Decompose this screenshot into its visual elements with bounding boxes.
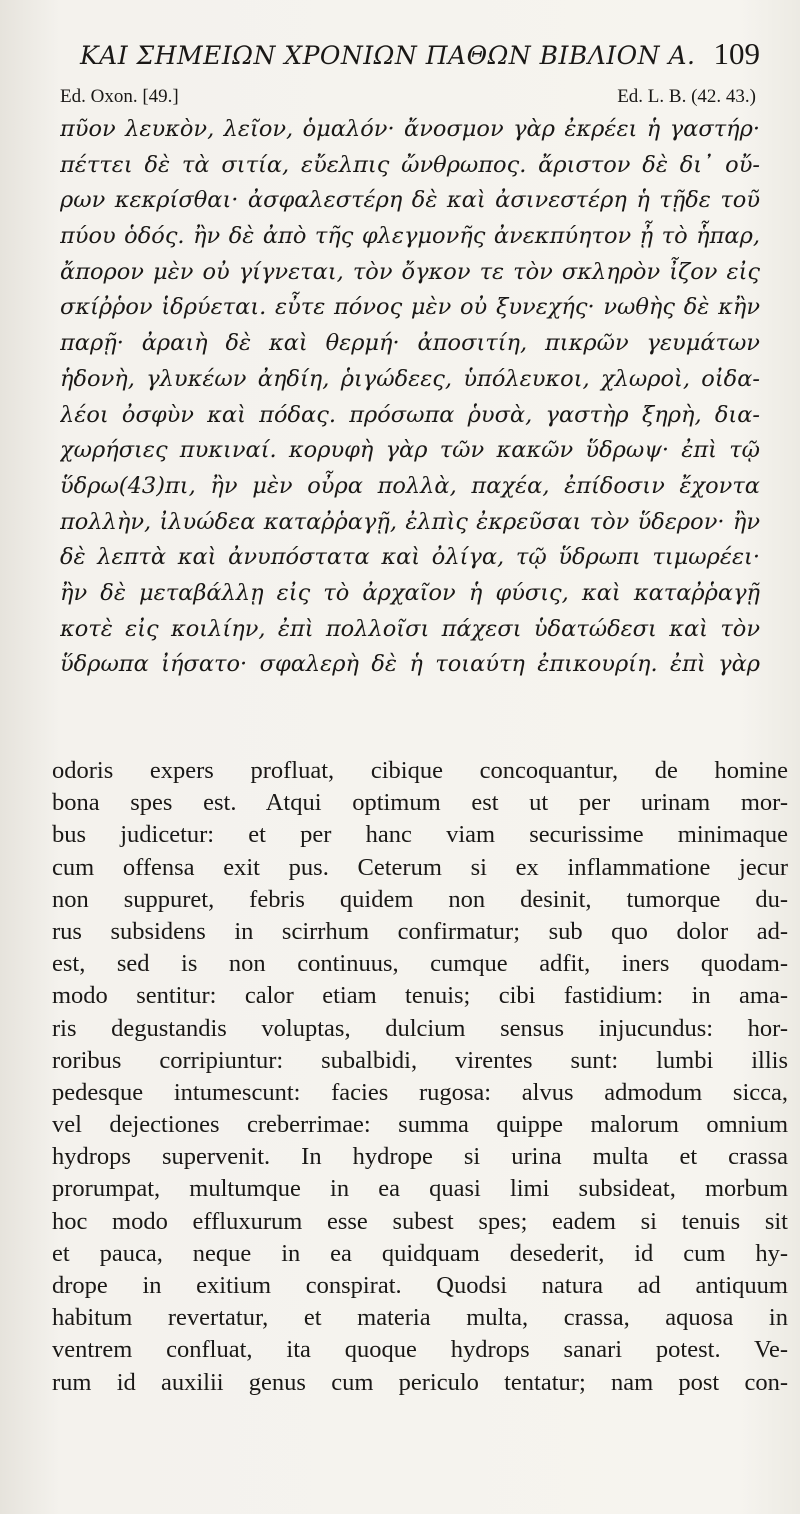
greek-line: πολλὴν, ἰλυώδεα καταῤῥαγῇ, ἐλπὶς ἐκρεῦσαι τὸν ὕδερον· ἢν xyxy=(60,508,760,535)
latin-line: hoc modo effluxurum esse subest spes; eadem si tenuis sit xyxy=(52,1207,788,1235)
greek-line: κοτὲ εἰς κοιλίην, ἐπὶ πολλοῖσι πάχεσι ὑδατώδεσι καὶ τὸν xyxy=(60,615,760,642)
greek-text xyxy=(60,112,760,683)
greek-line: ρων κεκρίσθαι· ἀσφαλεστέρη δὲ καὶ ἀσινεστέρη ἡ τῇδε τοῦ xyxy=(60,187,760,214)
edition-line xyxy=(60,86,756,114)
latin-line: rum id auxilii genus cum periculo tentatur; nam post con- xyxy=(52,1368,788,1396)
latin-line: et pauca, neque in ea quidquam desederit, id cum hy- xyxy=(52,1239,788,1267)
latin-line: cum offensa exit pus. Ceterum si ex inflammatione jecur xyxy=(52,853,788,881)
edition-lb: Ed. L. B. (42. 43.) xyxy=(617,86,756,107)
latin-line: prorumpat, multumque in ea quasi limi subsideat, morbum xyxy=(52,1175,788,1203)
latin-line: drope in exitium conspirat. Quodsi natura ad antiquum xyxy=(52,1272,788,1299)
latin-line: pedesque intumescunt: facies rugosa: alvus admodum sicca, xyxy=(52,1078,788,1106)
greek-line: ὕδρω(43)πι, ἢν μὲν οὖρα πολλὰ, παχέα, ἐπίδοσιν ἔχοντα xyxy=(60,472,760,499)
greek-line: ἢν δὲ μεταβάλλῃ εἰς τὸ ἀρχαῖον ἡ φύσις, καὶ καταῤῥαγῇ xyxy=(60,579,760,606)
latin-line: odoris expers profluat, cibique concoquantur, de homine xyxy=(52,757,788,784)
running-head xyxy=(80,36,760,76)
latin-line: modo sentitur: calor etiam tenuis; cibi fastidium: in ama- xyxy=(52,982,788,1010)
latin-line: hydrops supervenit. In hydrope si urina multa et crassa xyxy=(52,1143,788,1171)
page-number: 109 xyxy=(713,36,760,71)
latin-line: non suppuret, febris quidem non desinit, tumorque du- xyxy=(52,885,788,913)
greek-line: ὕδρωπα ἰήσατο· σφαλερὴ δὲ ἡ τοιαύτη ἐπικουρίη. ἐπὶ γὰρ xyxy=(60,651,760,678)
edition-oxon: Ed. Oxon. [49.] xyxy=(60,86,179,107)
latin-line: bus judicetur: et per hanc viam securissime minimaque xyxy=(52,821,788,849)
latin-line: ris degustandis voluptas, dulcium sensus injucundus: hor- xyxy=(52,1014,788,1042)
latin-line: est, sed is non continuus, cumque adfit, iners quodam- xyxy=(52,950,788,978)
greek-line: λέοι ὀσφὺν καὶ πόδας. πρόσωπα ῥυσὰ, γαστὴρ ξηρὴ, δια- xyxy=(60,401,760,428)
greek-line: πύου ὁδός. ἢν δὲ ἀπὸ τῆς φλεγμονῆς ἀνεκπύητον ᾖ τὸ ἧπαρ, xyxy=(60,223,760,250)
running-title: ΚΑΙ ΣΗΜΕΙΩΝ ΧΡΟΝΙΩΝ ΠΑΘΩΝ ΒΙΒΛΙΟΝ Α. xyxy=(80,41,696,70)
latin-line: rus subsidens in scirrhum confirmatur; sub quo dolor ad- xyxy=(52,917,788,945)
greek-line: ἡδονὴ, γλυκέων ἀηδίη, ῥιγώδεες, ὑπόλευκοι, χλωροὶ, οἰδα- xyxy=(60,365,760,392)
latin-translation xyxy=(52,755,788,1399)
greek-line: ἄπορον μὲν οὐ γίγνεται, τὸν ὄγκον τε τὸν σκληρὸν ἶζον εἰς xyxy=(60,258,760,285)
latin-line: bona spes est. Atqui optimum est ut per urinam mor- xyxy=(52,789,788,817)
greek-line: δὲ λεπτὰ καὶ ἀνυπόστατα καὶ ὀλίγα, τῷ ὕδρωπι τιμωρέει· xyxy=(60,544,760,571)
greek-line: σκίῤῥον ἱδρύεται. εὖτε πόνος μὲν οὐ ξυνεχής· νωθὴς δὲ κἢν xyxy=(60,294,760,321)
latin-line: ventrem confluat, ita quoque hydrops sanari potest. Ve- xyxy=(52,1336,788,1364)
latin-line: habitum revertatur, et materia multa, crassa, aquosa in xyxy=(52,1304,788,1332)
greek-line: χωρήσιες πυκιναί. κορυφὴ γὰρ τῶν κακῶν ὕδρωψ· ἐπὶ τῷ xyxy=(60,437,760,464)
greek-line: πῦον λευκὸν, λεῖον, ὁμαλόν· ἄνοσμον γὰρ ἐκρέει ἡ γαστήρ· xyxy=(60,116,760,142)
greek-line: παρῇ· ἀραιὴ δὲ καὶ θερμή· ἀποσιτίη, πικρῶν γευμάτων xyxy=(60,330,760,357)
greek-line: πέττει δὲ τὰ σιτία, εὔελπις ὤνθρωπος. ἄριστον δὲ δι᾽ οὔ- xyxy=(60,151,760,178)
latin-line: vel dejectiones creberrimae: summa quippe malorum omnium xyxy=(52,1111,788,1139)
latin-line: roribus corripiuntur: subalbidi, virentes sunt: lumbi illis xyxy=(52,1046,788,1074)
